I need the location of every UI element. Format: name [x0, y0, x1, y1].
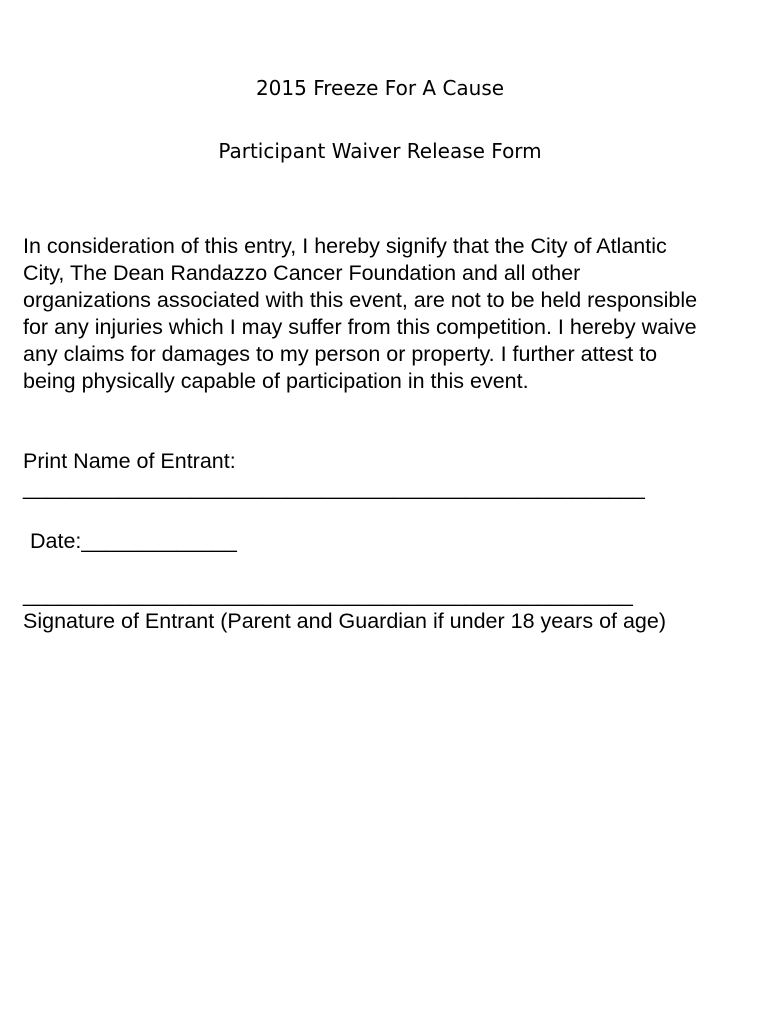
signature-caption: Signature of Entrant (Parent and Guardian if under 18 years of age): [23, 609, 667, 633]
paragraph-line: any claims for damages to my person or property. I further attest to: [23, 342, 658, 366]
print-name-blank: ____________________________________________________: [23, 476, 645, 500]
waiver-paragraph: [23, 233, 697, 395]
paragraph-line: for any injuries which I may suffer from this competition. I hereby waive: [23, 315, 697, 339]
paragraph-line: City, The Dean Randazzo Cancer Foundation and all other: [23, 261, 581, 285]
paragraph-line: being physically capable of participation in this event.: [23, 369, 529, 393]
form-subtitle: Participant Waiver Release Form: [218, 139, 542, 163]
paragraph-line: organizations associated with this event, are not to be held responsible: [23, 288, 698, 312]
print-name-label: Print Name of Entrant:: [23, 449, 236, 473]
signature-blank: ___________________________________________________: [23, 583, 633, 607]
paragraph-line: In consideration of this entry, I hereby signify that the City of Atlantic: [23, 234, 667, 258]
date-field: Date:_____________: [30, 529, 237, 553]
form-title: 2015 Freeze For A Cause: [255, 76, 505, 100]
